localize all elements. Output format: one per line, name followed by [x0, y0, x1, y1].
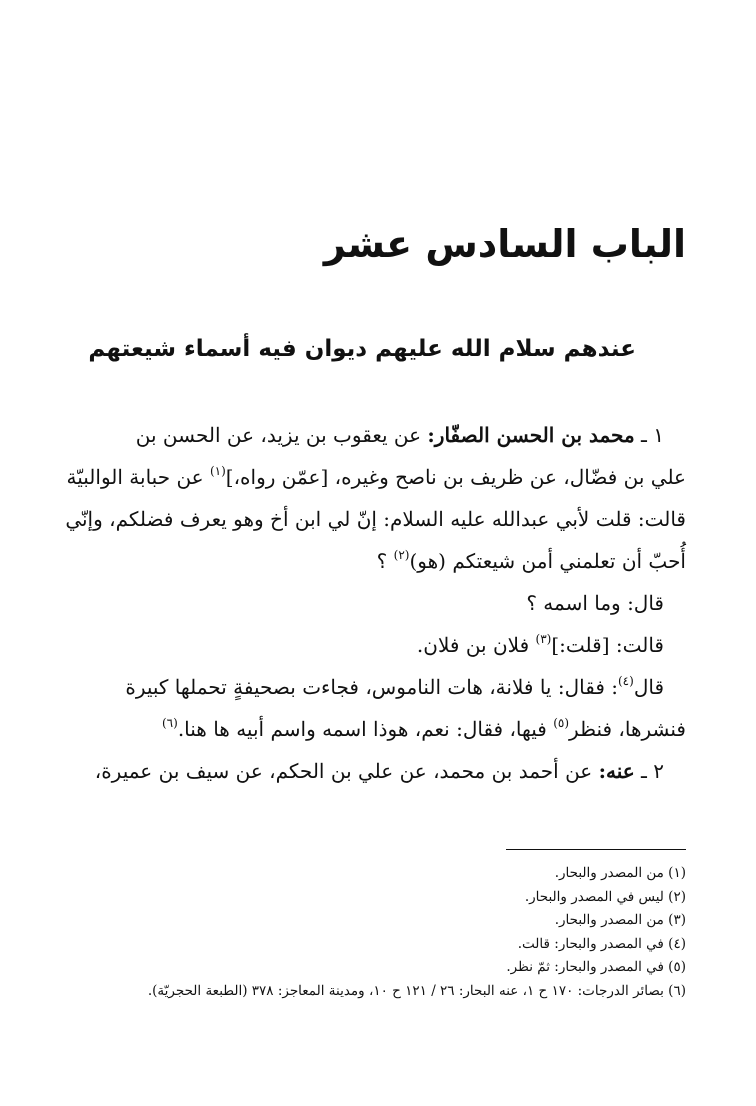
- hadith-2-line-1: [66, 750, 686, 792]
- main-text: [66, 414, 686, 792]
- footnote-4: (٤) في المصدر والبحار: قالت.: [517, 935, 686, 952]
- hadith-1-text: أُحبّ أن تعلمني أمن شيعتكم (هو): [409, 549, 686, 573]
- hadith-1-text: عن حبابة الوالبيّة: [66, 465, 204, 489]
- footnote-1: (١) من المصدر والبحار.: [554, 865, 686, 881]
- footnotes: [66, 862, 686, 1004]
- footnote-ref-6: (٦): [161, 716, 178, 730]
- hadith-1-text: قال: [633, 675, 664, 699]
- hadith-1-author: محمد بن الحسن الصفّار:: [427, 423, 635, 447]
- hadith-1-text: : فقال: يا فلانة، هات الناموس، فجاءت بصحيفةٍ تحملها كبيرة: [125, 675, 618, 699]
- footnote-ref-4: (٤): [617, 674, 634, 688]
- hadith-1-text: ؟: [376, 549, 388, 573]
- hadith-1-text: فلان بن فلان.: [416, 633, 530, 657]
- footnote-ref-3: (٣): [535, 632, 552, 646]
- chapter-subtitle: عندهم سلام الله عليهم ديوان فيه أسماء شيعتهم: [88, 336, 636, 362]
- footnote-ref-2: (٢): [393, 548, 410, 562]
- hadith-1-line-3: قالت: قلت لأبي عبدالله عليه السلام: إنّ لي ابن أخ وهو يعرف فضلكم، وإنّي: [65, 507, 686, 531]
- hadith-1-line-1: [66, 414, 686, 456]
- hadith-2-text: عن أحمد بن محمد، عن علي بن الحكم، عن سيف بن عميرة،: [94, 759, 593, 783]
- hadith-2-author: عنه:: [598, 759, 635, 783]
- footnote-3: (٣) من المصدر والبحار.: [554, 912, 686, 929]
- hadith-1-text: عن يعقوب بن يزيد، عن الحسن بن: [135, 423, 422, 447]
- footnote-ref-1: (١): [209, 464, 226, 478]
- hadith-1-line-8: [66, 708, 686, 750]
- hadith-1-line-4: [66, 540, 686, 582]
- footnote-6: (٦) بصائر الدرجات: ١٧٠ ح ١، عنه البحار: ٢٦ / ١٢١ ح ١٠، ومدينة المعاجز: ٣٧٨ (الطبعة الحجريّة).: [147, 982, 686, 999]
- footnote-2: (٢) ليس في المصدر والبحار.: [524, 888, 686, 905]
- hadith-1-text: فنشرها، فنظر: [569, 717, 686, 741]
- hadith-2-number: ٢ ـ: [641, 759, 664, 783]
- hadith-1-line-7: [66, 666, 686, 708]
- hadith-1-number: ١ ـ: [641, 423, 664, 447]
- hadith-1-line-6: [66, 624, 686, 666]
- hadith-1-line-2: [66, 456, 686, 498]
- hadith-1-line-5: قال: وما اسمه ؟: [526, 591, 664, 615]
- chapter-title: الباب السادس عشر: [323, 222, 686, 266]
- footnote-ref-5: (٥): [553, 716, 570, 730]
- hadith-1-text: قالت: [قلت:]: [551, 633, 664, 657]
- hadith-1-text: فيها، فقال: نعم، هوذا اسمه واسم أبيه ها هنا.: [177, 717, 547, 741]
- hadith-1-text: علي بن فضّال، عن ظريف بن ناصح وغيره، [عمّن رواه،]: [225, 465, 686, 489]
- footnote-5: (٥) في المصدر والبحار: ثمّ نظر.: [506, 959, 686, 976]
- footnote-separator: [506, 849, 686, 850]
